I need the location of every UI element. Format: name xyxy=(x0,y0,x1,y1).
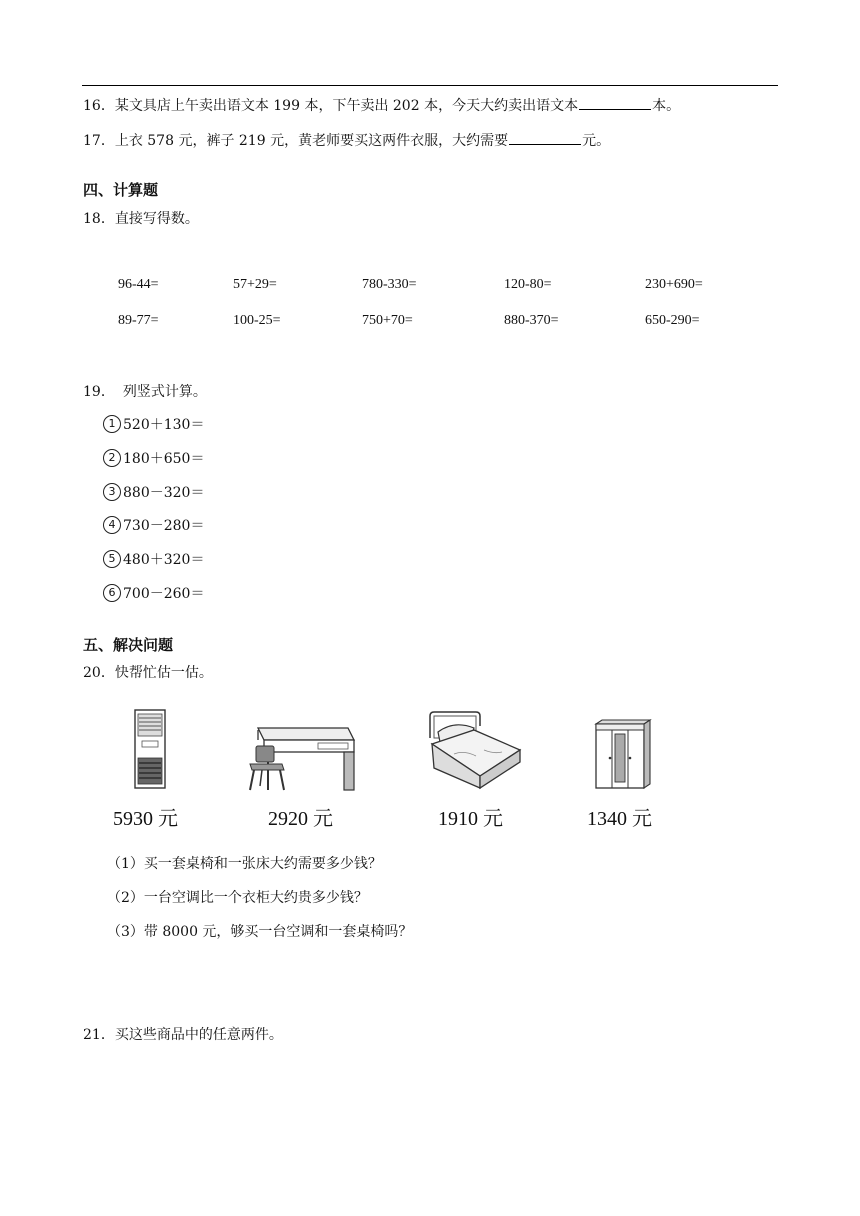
section-heading-calc: 四、计算题 xyxy=(83,181,159,199)
desk-chair-icon xyxy=(244,724,356,792)
price-bed: 1910 元 xyxy=(438,808,503,830)
calc-expression: 180＋650＝ xyxy=(123,451,205,467)
circled-number: 6 xyxy=(103,584,121,602)
question-text: 某文具店上午卖出语文本 199 本，下午卖出 202 本，今天大约卖出语文本 xyxy=(114,98,579,114)
answer-blank[interactable] xyxy=(509,131,581,145)
sub-question-2: （2）一台空调比一个衣柜大约贵多少钱？ xyxy=(107,890,368,906)
circled-number: 5 xyxy=(103,550,121,568)
calc-expression: 480＋320＝ xyxy=(123,552,205,568)
question-text-end: 本。 xyxy=(652,98,681,114)
question-18 xyxy=(83,208,199,228)
mental-math-item: 780-330= xyxy=(362,277,417,292)
question-number: 20． xyxy=(83,665,115,681)
answer-blank[interactable] xyxy=(579,96,651,110)
circled-number: 3 xyxy=(103,483,121,501)
vertical-calc-item xyxy=(103,549,204,569)
mental-math-item: 750+70= xyxy=(362,313,413,328)
calc-expression: 880－320＝ xyxy=(123,485,205,501)
vertical-calc-item xyxy=(103,414,204,434)
question-21 xyxy=(83,1024,283,1044)
wardrobe-icon xyxy=(592,718,652,790)
air-conditioner-icon xyxy=(132,708,168,790)
mental-math-item: 89-77= xyxy=(118,313,159,328)
question-number: 19． xyxy=(83,384,115,400)
question-text: 快帮忙估一估。 xyxy=(114,665,213,681)
calc-expression: 730－280＝ xyxy=(123,518,205,534)
calc-expression: 700－260＝ xyxy=(123,586,205,602)
mental-math-item: 650-290= xyxy=(645,313,700,328)
circled-number: 4 xyxy=(103,516,121,534)
vertical-calc-item xyxy=(103,583,204,603)
question-number: 17． xyxy=(83,133,115,149)
question-number: 21． xyxy=(83,1027,115,1043)
question-text: 上衣 578 元，裤子 219 元，黄老师要买这两件衣服，大约需要 xyxy=(114,133,509,149)
mental-math-item: 57+29= xyxy=(233,277,277,292)
question-text-end: 元。 xyxy=(582,133,611,149)
vertical-calc-item xyxy=(103,515,204,535)
question-text: 列竖式计算。 xyxy=(122,384,207,400)
price-wardrobe: 1340 元 xyxy=(587,808,652,830)
calc-expression: 520＋130＝ xyxy=(123,417,205,433)
sub-question-1: （1）买一套桌椅和一张床大约需要多少钱？ xyxy=(107,856,382,872)
mental-math-item: 120-80= xyxy=(504,277,552,292)
mental-math-item: 880-370= xyxy=(504,313,559,328)
circled-number: 2 xyxy=(103,449,121,467)
question-number: 18． xyxy=(83,211,115,227)
section-heading-solve: 五、解决问题 xyxy=(83,636,174,654)
price-air-conditioner: 5930 元 xyxy=(113,808,178,830)
mental-math-item: 96-44= xyxy=(118,277,159,292)
price-desk-chair: 2920 元 xyxy=(268,808,333,830)
bed-icon xyxy=(424,710,522,790)
question-number: 16． xyxy=(83,98,115,114)
header-rule xyxy=(82,85,778,86)
question-17 xyxy=(83,130,610,150)
question-20 xyxy=(83,662,213,682)
question-16 xyxy=(83,95,680,115)
mental-math-item: 100-25= xyxy=(233,313,281,328)
mental-math-item: 230+690= xyxy=(645,277,703,292)
vertical-calc-item xyxy=(103,482,204,502)
circled-number: 1 xyxy=(103,415,121,433)
question-text: 直接写得数。 xyxy=(114,211,199,227)
sub-question-3: （3）带 8000 元，够买一台空调和一套桌椅吗？ xyxy=(107,924,413,940)
vertical-calc-item xyxy=(103,448,204,468)
question-19 xyxy=(83,381,207,401)
question-text: 买这些商品中的任意两件。 xyxy=(114,1027,283,1043)
